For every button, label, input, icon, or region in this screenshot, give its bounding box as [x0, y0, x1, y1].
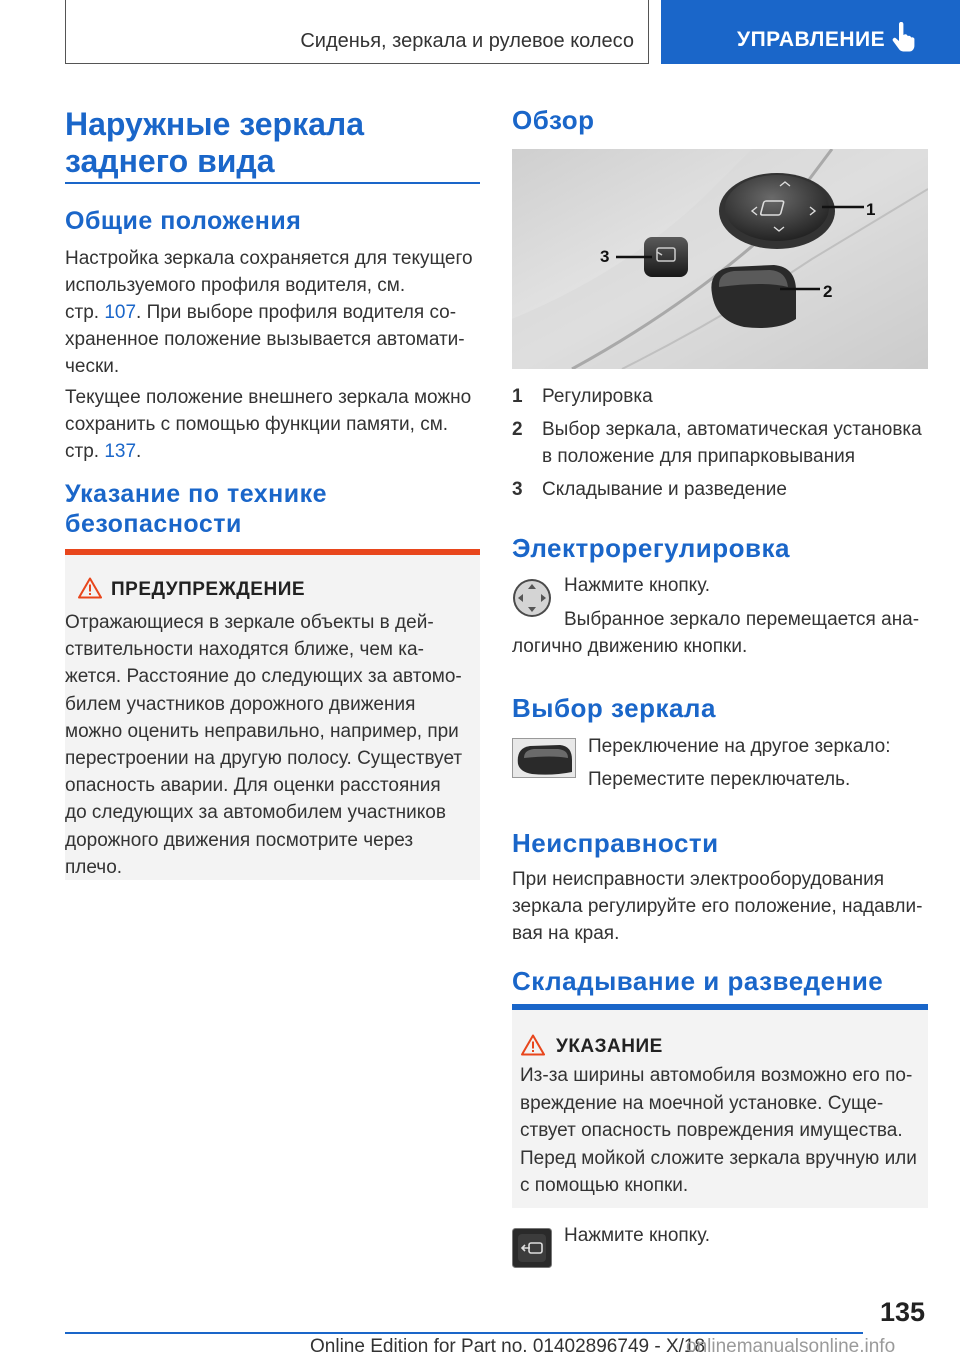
mirror-controls-photo — [512, 149, 928, 369]
electro-text-line: Нажмите кнопку. — [564, 575, 711, 596]
select-text-line: Переключение на другое зеркало: — [588, 736, 891, 757]
header-chapter-box — [65, 0, 649, 64]
legend-number: 3 — [512, 478, 523, 500]
box-text-line: перестроении на другую полосу. Существует — [65, 748, 463, 769]
safety-heading-line2: безопасности — [65, 510, 242, 538]
page-title-line1: Наружные зеркала — [65, 106, 365, 142]
notice-title: УКАЗАНИЕ — [556, 1036, 663, 1057]
fault-text-line: При неисправности электрооборудования — [512, 869, 884, 890]
box-text-line: ствительности находятся ближе, чем ка- — [65, 639, 424, 661]
box-text-line: Из-за ширины автомобиля возможно его по- — [520, 1065, 913, 1086]
general-text-line: стр. 137. — [65, 441, 142, 462]
general-text-line: сохранить с помощью функции памяти, см. — [65, 414, 449, 435]
general-text-line: Настройка зеркала сохраняется для текущего — [65, 248, 473, 269]
box-text-line: билем участников дорожного движения — [65, 693, 416, 715]
fold-heading: Складывание и разведение — [512, 966, 884, 996]
chapter-title: Сиденья, зеркала и рулевое колесо — [300, 30, 634, 52]
general-heading: Общие положения — [65, 207, 302, 235]
warning-title: ПРЕДУПРЕЖДЕНИЕ — [111, 579, 306, 600]
section-label: УПРАВЛЕНИЕ — [737, 28, 886, 51]
watermark-text: onlinemanualsonline.info — [686, 1336, 896, 1357]
general-text-line: стр. 107. При выборе профиля водителя со- — [65, 302, 457, 323]
box-text-line: с помощью кнопки. — [520, 1175, 689, 1196]
page-title-line2: заднего вида — [65, 143, 275, 179]
fault-text-line: зеркала регулируйте его положение, надавли- — [512, 896, 923, 917]
hand-pointer-icon — [891, 22, 917, 52]
page-link-137[interactable]: 137 — [104, 441, 137, 462]
select-heading: Выбор зеркала — [512, 693, 716, 723]
notice-box — [512, 1004, 928, 1208]
general-text-line: Текущее положение внешнего зеркала можно — [65, 387, 472, 408]
page-number: 135 — [879, 1297, 925, 1327]
electro-text-line: Выбранное зеркало перемещается ана- — [564, 609, 920, 630]
electro-heading: Электрорегулировка — [512, 533, 791, 563]
legend-label: Выбор зеркала, автоматическая установка — [542, 418, 922, 440]
box-text-line: опасность аварии. Для оценки расстояния — [65, 775, 441, 797]
box-text-line: жется. Расстояние до следующих за автомо- — [65, 666, 462, 688]
legend-number: 1 — [512, 386, 523, 407]
header-section-tab[interactable] — [661, 0, 960, 64]
box-text-line: Отражающиеся в зеркале объекты в дей- — [65, 612, 434, 633]
direction-pad-icon — [512, 578, 552, 618]
select-text-line: Переместите переключатель. — [588, 769, 851, 790]
page-link-107[interactable]: 107 — [104, 302, 137, 323]
box-text-line: плечо. — [65, 856, 123, 878]
callout-2: 2 — [823, 282, 833, 301]
box-text-line: вреждение на моечной установке. Суще- — [520, 1092, 884, 1114]
box-text-line: можно оценить неправильно, например, при — [65, 720, 459, 742]
safety-heading-line1: Указание по технике — [65, 480, 328, 508]
title-rule — [65, 182, 480, 184]
electro-text-line: логично движению кнопки. — [512, 636, 748, 657]
box-text-line: ствует опасность повреждения имущества. — [520, 1120, 903, 1141]
mirror-selector-switch-icon — [512, 738, 576, 778]
general-text-line: чески. — [65, 356, 120, 377]
legend-number: 2 — [512, 418, 523, 440]
general-text-line: используемого профиля водителя, см. — [65, 275, 406, 296]
legend-label: в положение для припарковывания — [542, 446, 856, 467]
fault-text-line: вая на края. — [512, 923, 620, 944]
warning-bar — [65, 549, 480, 555]
footer-rule — [65, 1332, 863, 1334]
general-text-line: храненное положение вызывается автомати- — [65, 329, 465, 350]
box-text-line: до следующих за автомобилем участников — [65, 802, 446, 824]
box-text-line: дорожного движения посмотрите через — [65, 829, 414, 851]
notice-bar — [512, 1004, 928, 1010]
warning-triangle-icon — [78, 577, 102, 599]
callout-3: 3 — [600, 247, 610, 266]
edition-text: Online Edition for Part no. 01402896749 - X/18 — [310, 1336, 706, 1357]
warning-box — [65, 549, 480, 880]
overview-heading: Обзор — [512, 105, 595, 135]
fold-press-text: Нажмите кнопку. — [564, 1225, 711, 1246]
legend-label: Регулировка — [542, 386, 653, 407]
fold-mirror-button-icon — [512, 1228, 552, 1268]
legend-label: Складывание и разведение — [542, 478, 787, 500]
fault-heading: Неисправности — [512, 828, 719, 858]
callout-1: 1 — [866, 200, 876, 219]
notice-triangle-icon — [521, 1034, 545, 1056]
box-text-line: Перед мойкой сложите зеркала вручную или — [520, 1147, 917, 1169]
